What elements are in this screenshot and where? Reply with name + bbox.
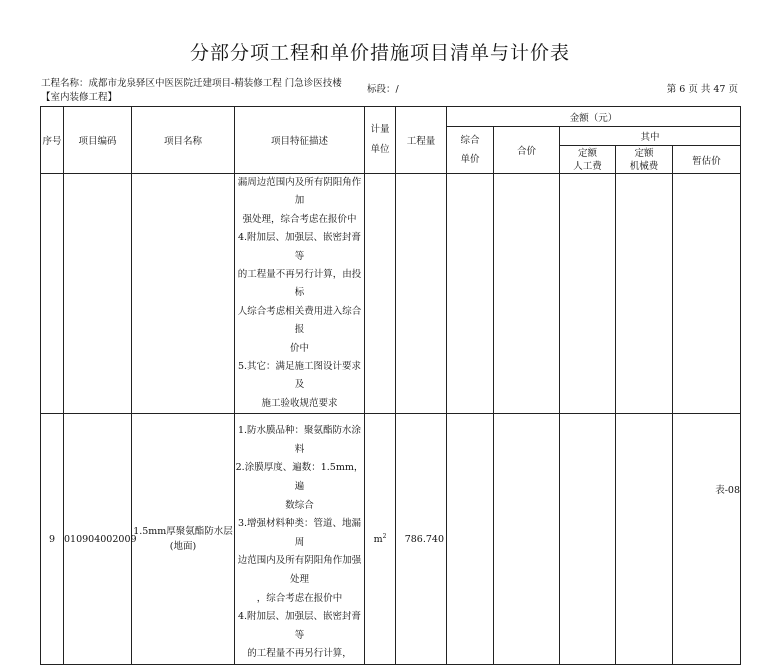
row-provisional — [673, 414, 741, 665]
header-machine-top: 定额 — [634, 147, 654, 159]
row-unit — [365, 414, 396, 665]
desc-line: 强处理，综合考虑在报价中 — [242, 213, 357, 225]
header-code: 项目编码 — [64, 107, 132, 174]
desc-line: 4.附加层、加强层、嵌密封膏等 — [237, 611, 362, 641]
header-unit-price-top: 综合 — [460, 135, 480, 146]
page-number: 第 6 页 共 47 页 — [666, 84, 738, 95]
row-qty: 786.740 — [396, 414, 447, 665]
desc-line: 2.涂膜厚度、遍数：1.5mm，遍 — [235, 462, 364, 493]
row-seq — [41, 174, 64, 414]
row-provisional — [673, 174, 741, 414]
section-label: 标段：/ — [367, 84, 399, 95]
row-seq: 9 — [41, 414, 64, 665]
desc-line: 数综合 — [285, 499, 314, 511]
header-row-1 — [41, 107, 741, 127]
header-unit-price — [447, 127, 494, 174]
header-labor-bottom: 人工费 — [573, 160, 602, 172]
row-desc — [235, 174, 365, 414]
desc-line: 5.其它：满足施工图设计要求及 — [237, 361, 362, 391]
bill-table — [40, 106, 741, 665]
desc-line: 边范围内及所有阴阳角作加强处理 — [237, 555, 362, 586]
desc-line: ，综合考虑在报价中 — [256, 592, 343, 604]
desc-line: 3.增强材料种类：管道、地漏周 — [237, 518, 362, 548]
desc-line: 1.防水膜品种：聚氨酯防水涂料 — [237, 425, 362, 455]
header-unit-top: 计量 — [370, 124, 390, 135]
header-seq: 序号 — [41, 107, 64, 174]
header-unit-bottom: 单位 — [370, 144, 390, 155]
header-machine-bottom: 机械费 — [629, 160, 659, 172]
row-total — [494, 414, 560, 665]
header-desc: 项目特征描述 — [235, 107, 365, 174]
row-machine — [616, 414, 673, 665]
row-unit-price — [447, 174, 494, 414]
row-machine — [616, 174, 673, 414]
header-labor — [560, 146, 616, 174]
row-labor — [560, 414, 616, 665]
table-row — [41, 174, 741, 414]
row-labor — [560, 174, 616, 414]
row-name — [132, 174, 235, 414]
desc-line: 的工程量不再另行计算，由投标 — [237, 269, 362, 299]
desc-line: 施工验收规范要求 — [261, 397, 338, 409]
desc-line: 漏周边范围内及所有阴阳角作加 — [237, 177, 362, 207]
page-title: 分部分项工程和单价措施项目清单与计价表 — [189, 42, 570, 64]
desc-line: 的工程量不再另行计算， — [247, 648, 352, 660]
form-number: 表-08 — [715, 485, 740, 496]
row-desc — [235, 414, 365, 665]
header-unit — [365, 107, 396, 174]
header-total: 合价 — [494, 127, 560, 174]
header-name: 项目名称 — [132, 107, 235, 174]
header-machine — [616, 146, 673, 174]
row-code — [64, 174, 132, 414]
header-provisional: 暂估价 — [673, 146, 741, 174]
header-qty: 工程量 — [396, 107, 447, 174]
header-unit-price-bottom: 单价 — [460, 154, 480, 165]
header-amount: 金额（元） — [447, 107, 741, 127]
row-unit-price — [447, 414, 494, 665]
unit-base: m — [373, 534, 383, 546]
desc-line: 4.附加层、加强层、嵌密封膏等 — [237, 232, 362, 262]
row-total — [494, 174, 560, 414]
table-row — [41, 414, 741, 665]
desc-line: 人综合考虑相关费用进入综合报 — [237, 305, 362, 336]
row-qty — [396, 174, 447, 414]
row-unit — [365, 174, 396, 414]
project-name: 工程名称：成都市龙泉驿区中医医院迁建项目-精装修工程 门急诊医技楼 【室内装修工程】 — [41, 78, 342, 103]
header-labor-top: 定额 — [577, 147, 597, 159]
row-code: 010904002009 — [64, 414, 132, 665]
header-of-which: 其中 — [560, 127, 741, 146]
unit-exponent: 2 — [382, 533, 387, 541]
desc-line: 价中 — [289, 342, 309, 354]
row-name: 1.5mm厚聚氨酯防水层(地面) — [132, 414, 235, 665]
